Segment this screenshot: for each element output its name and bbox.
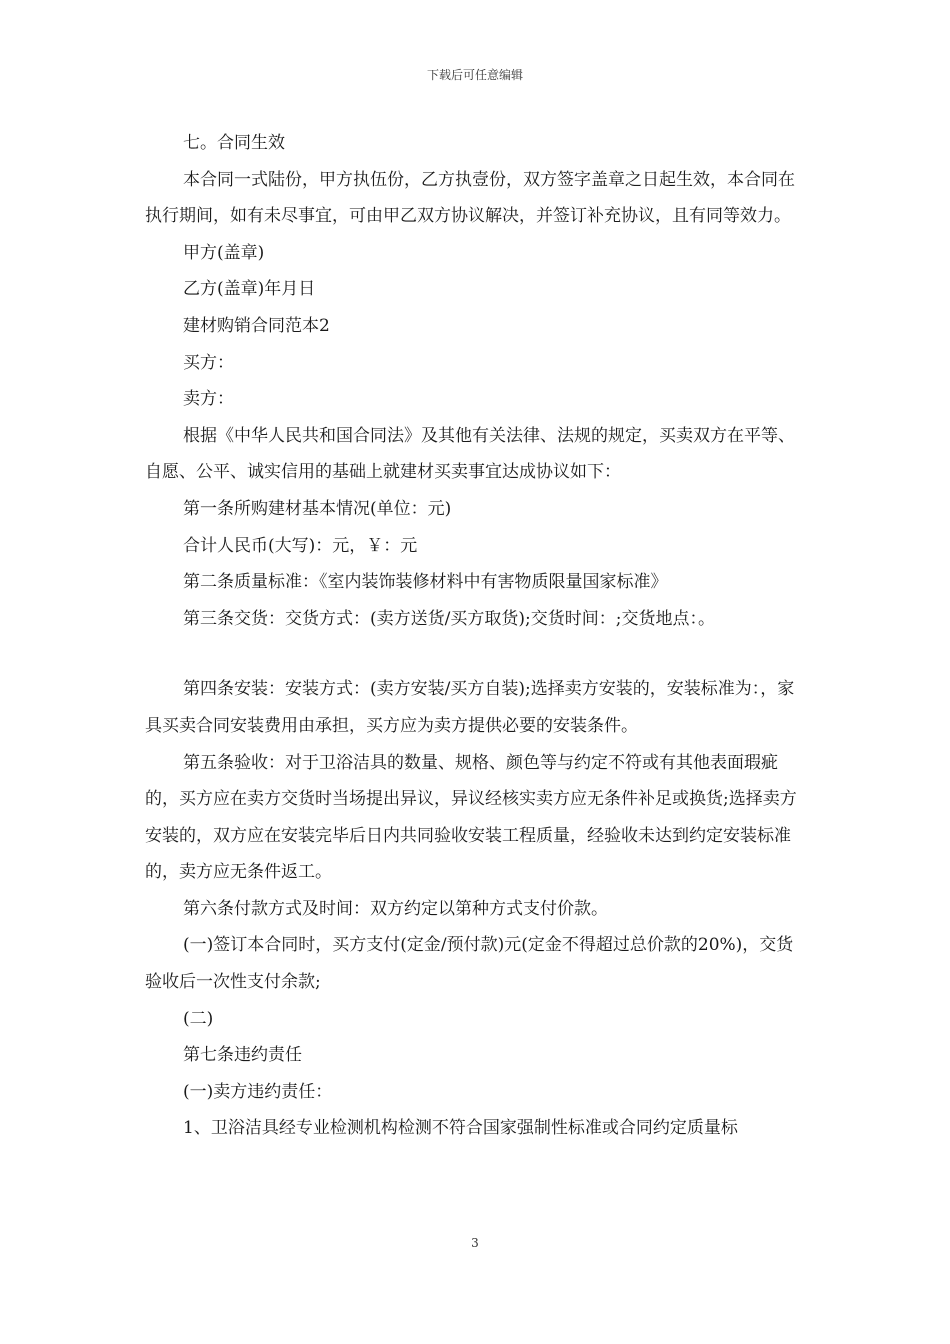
article-6-item-2: (二) <box>183 1008 214 1029</box>
article-5: 第五条验收：对于卫浴洁具的数量、规格、颜色等与约定不符或有其他表面瑕疵的，买方应在卖方交货时当场提出异议，异议经核实卖方应无条件补足或换货;选择卖方安装的，双方应在安装完毕后日内共同验收安装工程质量，经验收未达到约定安装标准的，卖方应无条件返工。 <box>145 752 797 883</box>
total-amount: 合计人民币(大写)：元，￥：元 <box>183 535 418 556</box>
article-3: 第三条交货：交货方式：(卖方送货/买方取货);交货时间：;交货地点：。 <box>183 608 715 629</box>
article-6-item-1: (一)签订本合同时，买方支付(定金/预付款)元(定金不得超过总价款的20%)，交货验收后一次性支付余款; <box>145 935 794 993</box>
article-7-clause-1: 1、卫浴洁具经专业检测机构检测不符合国家强制性标准或合同约定质量标 <box>183 1118 738 1139</box>
paragraph-preamble: 根据《中华人民共和国合同法》及其他有关法律、法规的规定，买卖双方在平等、自愿、公平、诚实信用的基础上就建材买卖事宜达成协议如下： <box>145 425 795 483</box>
article-7-seller-liability: (一)卖方违约责任： <box>183 1081 333 1102</box>
document-body <box>145 125 810 1147</box>
page-number: 3 <box>471 1236 479 1250</box>
buyer-line: 买方： <box>183 352 234 373</box>
party-a-seal: 甲方(盖章) <box>183 242 265 263</box>
paragraph-copies: 本合同一式陆份，甲方执伍份，乙方执壹份，双方签字盖章之日起生效，本合同在执行期间，如有未尽事宜，可由甲乙双方协议解决，并签订补充协议，且有同等效力。 <box>145 169 795 227</box>
article-7: 第七条违约责任 <box>183 1045 302 1066</box>
article-6: 第六条付款方式及时间：双方约定以第种方式支付价款。 <box>183 898 608 919</box>
page-header-note: 下载后可任意编辑 <box>426 68 523 82</box>
article-1: 第一条所购建材基本情况(单位：元) <box>183 498 452 519</box>
seller-line: 卖方： <box>183 389 234 410</box>
contract-template-title: 建材购销合同范本2 <box>183 315 330 336</box>
section-title-effective: 七。合同生效 <box>183 133 285 153</box>
article-2: 第二条质量标准：《室内装饰装修材料中有害物质限量国家标准》 <box>183 572 668 593</box>
party-b-seal-date: 乙方(盖章)年月日 <box>183 279 316 300</box>
article-4: 第四条安装：安装方式：(卖方安装/买方自装);选择卖方安装的，安装标准为：，家具买卖合同安装费用由承担，买方应为卖方提供必要的安装条件。 <box>145 679 795 736</box>
